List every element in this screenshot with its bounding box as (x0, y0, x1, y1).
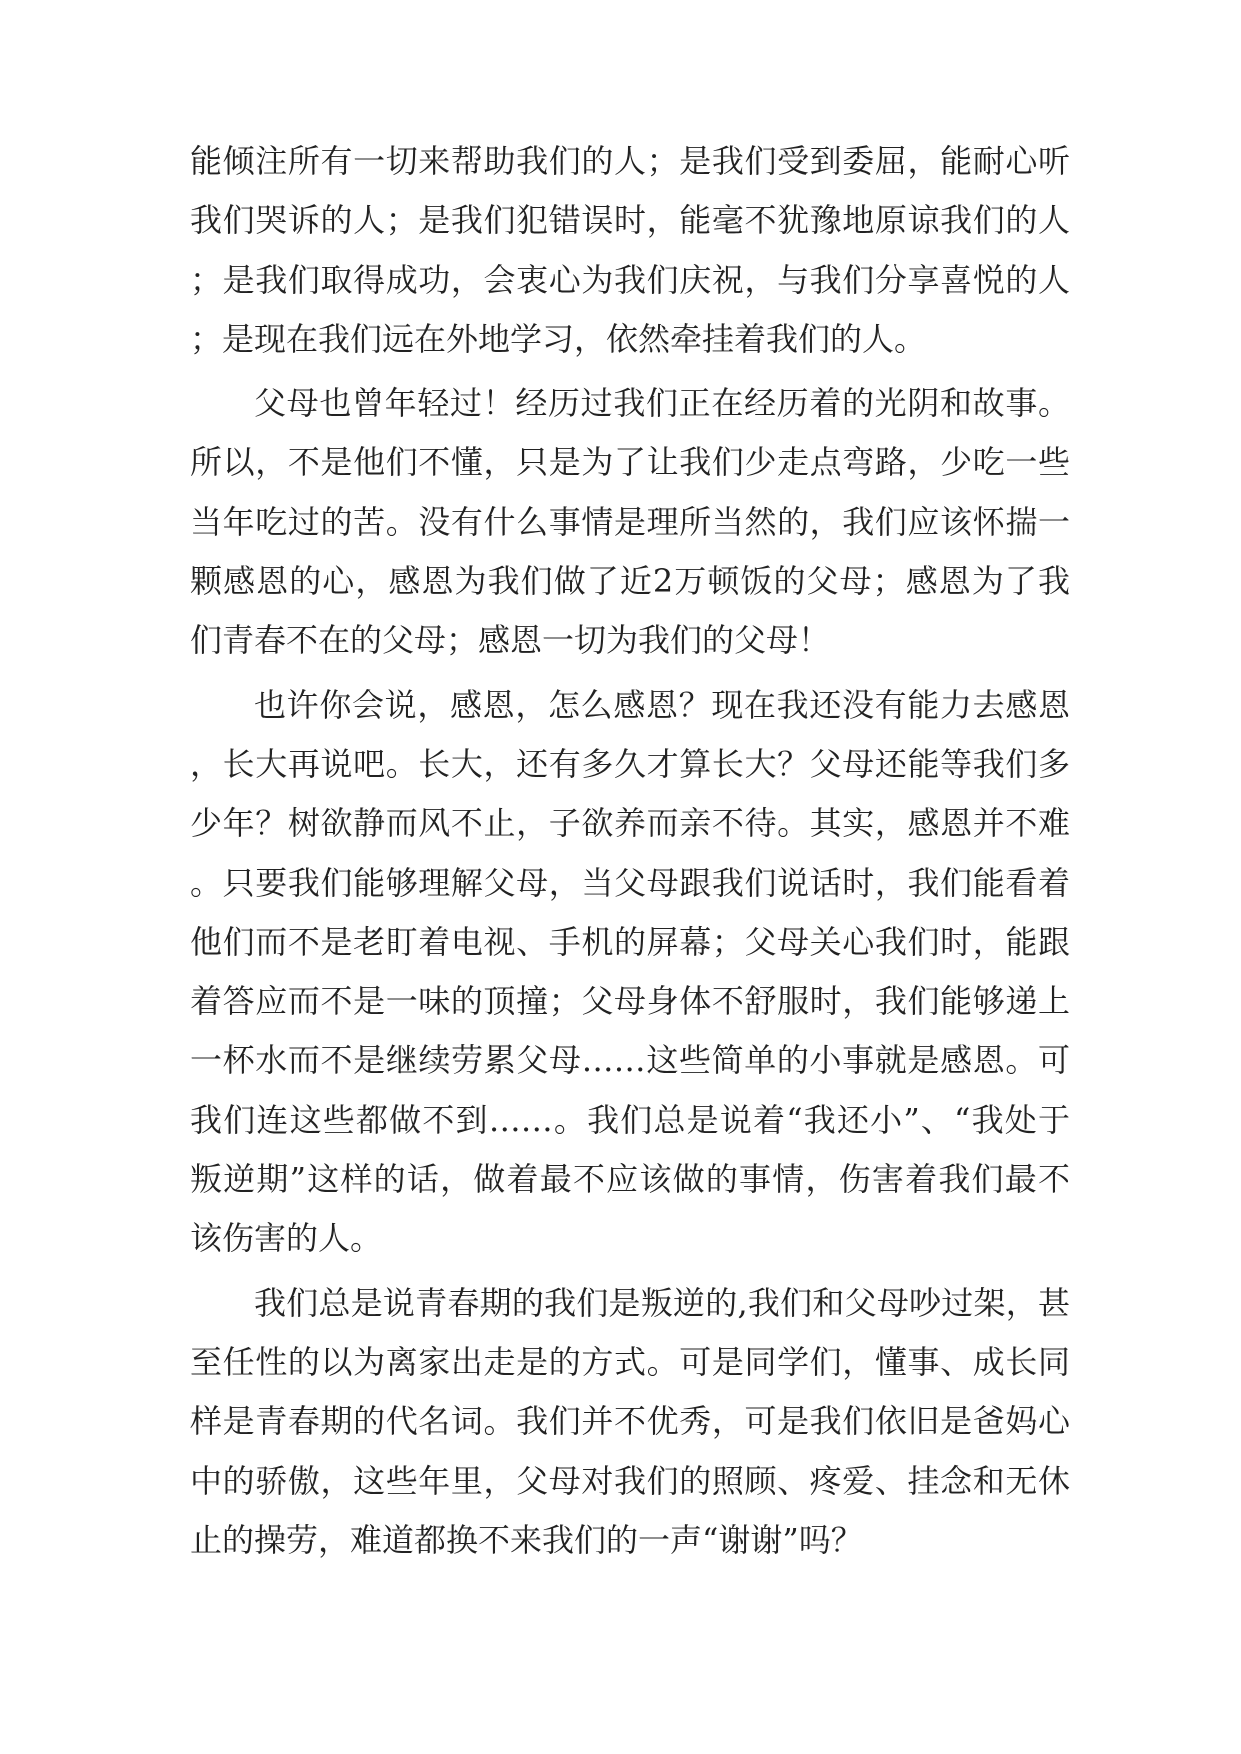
paragraph-3: 也许你会说，感恩，怎么感恩？现在我还没有能力去感恩，长大再说吧。长大，还有多久才算长大？父母还能等我们多少年？树欲静而风不止，子欲养而亲不待。其实，感恩并不难。只要我们能够理解父母，当父母跟我们说话时，我们能看着他们而不是老盯着电视、手机的屏幕；父母关心我们时，能跟着答应而不是一味的顶撞；父母身体不舒服时，我们能够递上一杯水而不是继续劳累父母……这些简单的小事就是感恩。可我们连这些都做不到……。我们总是说着“我还小”、“我处于叛逆期”这样的话，做着最不应该做的事情，伤害着我们最不该伤害的人。 (190, 685, 1070, 1258)
paragraph-4: 我们总是说青春期的我们是叛逆的,我们和父母吵过架，甚至任性的以为离家出走是的方式。可是同学们，懂事、成长同样是青春期的代名词。我们并不优秀，可是我们依旧是爸妈心中的骄傲，这些年里，父母对我们的照顾、疼爱、挂念和无休止的操劳，难道都换不来我们的一声“谢谢”吗？ (190, 1283, 1070, 1559)
paragraph-2: 父母也曾年轻过！经历过我们正在经历着的光阴和故事。所以，不是他们不懂，只是为了让我们少走点弯路，少吃一些当年吃过的苦。没有什么事情是理所当然的，我们应该怀揣一颗感恩的心，感恩为我们做了近2万顿饭的父母；感恩为了我们青春不在的父母；感恩一切为我们的父母！ (190, 384, 1070, 660)
paragraph-1: 能倾注所有一切来帮助我们的人；是我们受到委屈，能耐心听我们哭诉的人；是我们犯错误时，能毫不犹豫地原谅我们的人；是我们取得成功，会衷心为我们庆祝，与我们分享喜悦的人；是现在我们远在外地学习，依然牵挂着我们的人。 (190, 142, 1070, 358)
document-page (190, 132, 1070, 1570)
